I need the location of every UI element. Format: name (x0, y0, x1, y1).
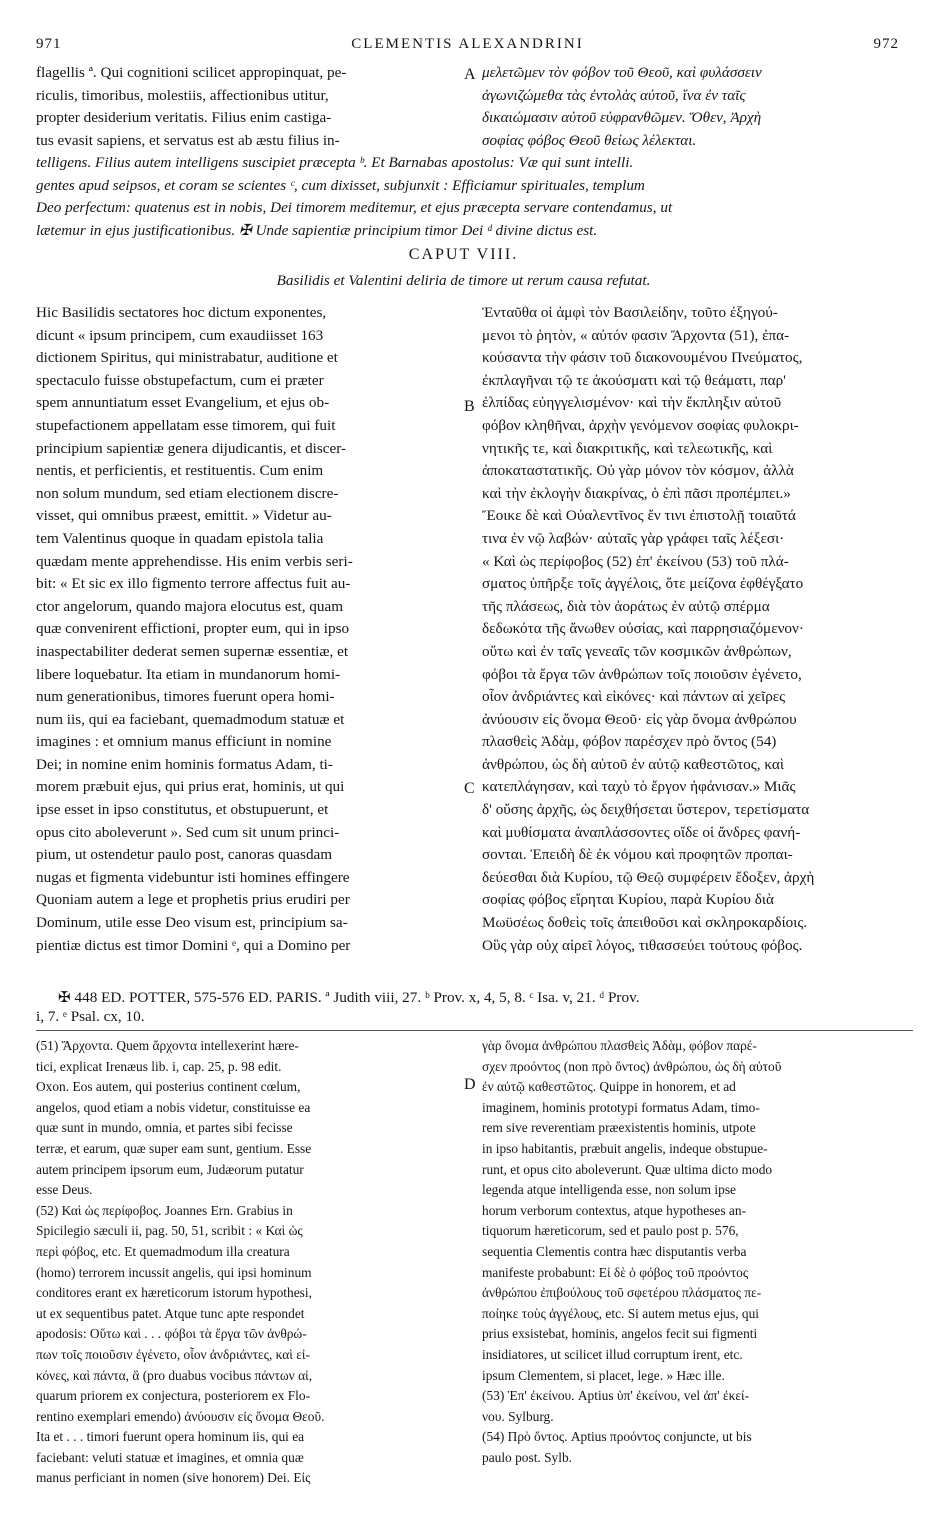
note-line: κόνες, καὶ πάντα, ἃ (pro duabus vocibus πάντων αἱ, (36, 1367, 313, 1383)
text-line: pientiæ dictus est timor Domini ᵉ, qui a Domino per (36, 936, 351, 954)
text-line: ἐκπλαγῆναι τῷ τε ἀκούσματι καὶ τῷ θεάματι, παρ' (482, 371, 786, 389)
text-line: σονται. Ἐπειδὴ δὲ ἐκ νόμου καὶ προφητῶν προπαι- (482, 846, 793, 864)
text-line: ἀνθρώπου, ὡς δὴ αὐτοῦ ἐν αὐτῷ καθεστῶτος, καὶ (482, 755, 784, 773)
note-line: tiquorum hæreticorum, sed et paulo post p. 576, (482, 1223, 739, 1239)
note-line: autem principem ipsorum eum, Judæorum putatur (36, 1161, 304, 1177)
note-line: σχεν προόντος (non πρὸ ὄντος) ἀνθρώπου, ὡς δὴ αὐτοῦ (482, 1058, 782, 1074)
note-line: (54) Πρὸ ὄντος. Aptius προόντος conjuncte, ut bis (482, 1429, 752, 1445)
text-line: κατεπλάγησαν, καὶ ταχὺ τὸ ἔργον ἠφάνισαν.» Μιᾶς (482, 778, 796, 796)
note-line: sequentia Clementis contra hæc disputantis verba (482, 1243, 747, 1259)
text-line: « Καὶ ὡς περίφοβος (52) ἐπ' ἐκείνου (53) τοῦ πλά- (482, 552, 789, 570)
chapter-subtitle: Basilidis et Valentini deliria de timore ut rerum causa refutat. (276, 272, 651, 289)
text-line: libere loquebatur. Ita etiam in mundanorum homi- (36, 665, 341, 683)
text-line: δεύεσθαι διὰ Κυρίου, τῷ Θεῷ συμφέρειν ἔδοξεν, ἀρχὴ (482, 868, 815, 886)
text-line: μελετῶμεν τὸν φόβον τοῦ Θεοῦ, καὶ φυλάσσειν (482, 64, 762, 81)
text-line: Οὓς γὰρ οὐχ αἱρεῖ λόγος, τιθασσεύει τούτους φόβος. (482, 936, 803, 954)
text-line: μενοι τὸ ῥητὸν, « αὐτόν φασιν Ἄρχοντα (51), ἐπα- (482, 326, 790, 344)
text-line: tem Valentinus quoque in quadam epistola talia (36, 529, 324, 547)
references-line-2: i, 7. ᵉ Psal. cx, 10. (36, 1008, 145, 1025)
page-number-right: 972 (873, 36, 899, 52)
text-line: non solum mundum, sed etiam electionem discre- (36, 484, 339, 502)
page-number-left: 971 (36, 36, 62, 52)
note-line: (homo) terrorem incussit angelis, qui ipsi hominum (36, 1264, 312, 1280)
note-line: γὰρ ὄνομα ἀνθρώπου πλασθεὶς Ἀδὰμ, φόβον παρέ- (482, 1038, 757, 1053)
text-line: morem præbuit ejus, qui prius erat, hominis, ut qui (36, 778, 345, 796)
note-line: rentino exemplari emendo) ἀνύουσιν εἰς ὄνομα Θεοῦ. (36, 1408, 325, 1424)
note-line: esse Deus. (36, 1182, 93, 1198)
note-line: ipsum Clementem, si placet, lege. » Hæc ille. (482, 1367, 725, 1383)
text-line: visset, qui omnibus præest, emittit. » Videtur au- (36, 507, 332, 525)
text-line: imagines : et omnium manus efficiunt in nomine (36, 733, 332, 751)
text-line: οὕτω καὶ ἐν ταῖς γενεαῖς τῶν κοσμικῶν ἀνθρώπων, (482, 642, 792, 660)
note-line: conditores erant ex hæreticorum istorum hypothesi, (36, 1285, 312, 1301)
note-line: Oxon. Eos autem, qui posterius continent cœlum, (36, 1079, 301, 1095)
text-line: lætemur in ejus justificationibus. ✠ Unde sapientiæ principium timor Dei ᵈ divine dictus est. (36, 221, 598, 239)
top-greek-column (482, 62, 914, 152)
text-line: quædam mente apprehendisse. His enim verbis seri- (36, 552, 353, 570)
text-line: ἀνύουσιν εἰς ὄνομα Θεοῦ· εἰς γὰρ ὄνομα ἀνθρώπου (482, 710, 797, 728)
text-line: ipse esset in ipso constitutus, et obstupuerunt, et (36, 801, 329, 819)
text-line: πλασθεὶς Ἀδὰμ, φόβον παρέσχεν πρὸ ὄντος (54) (482, 733, 777, 751)
note-line: ἐν αὐτῷ καθεστῶτος. Quippe in honorem, et ad (482, 1079, 736, 1095)
note-line: (53) Ἐπ' ἐκείνου. Aptius ὑπ' ἐκείνου, vel ἀπ' ἐκεί- (482, 1388, 750, 1404)
text-line: σοφίας φόβος εἴρηται Κυρίου, παρὰ Κυρίου διὰ (482, 891, 774, 909)
text-line: ctor angelorum, quando majora elocutus est, quam (36, 597, 344, 615)
note-line: Ita et . . . timori fuerunt opera hominum iis, qui ea (36, 1429, 305, 1445)
text-line: ἀποκαταστατικῆς. Οὐ γὰρ μόνον τὸν κόσμον, ἀλλὰ (482, 462, 794, 480)
text-line: καὶ μυθίσματα ἀναπλάσσοντες οἵδε οἱ ἄνδρες φανή- (482, 823, 801, 841)
text-line: Deo perfectum: quatenus est in nobis, Dei timorem meditemur, et ejus præcepta servare contendamus, ut (36, 199, 673, 217)
note-line: runt, et opus cito aboleverunt. Quæ ultima dicto modo (482, 1161, 773, 1177)
greek-body-column (482, 302, 914, 957)
note-line: insidiatores, ut scilicet illud corruptum irent, etc. (482, 1346, 743, 1362)
text-line: φόβοι τὰ ἔργα τῶν ἀνθρώπων τοῖς ποιοῦσιν ἐγένετο, (482, 665, 802, 683)
text-line: δεδωκότα τῆς ἄνωθεν οὐσίας, καὶ παρρησιαζόμενον· (482, 620, 804, 638)
text-line: Quoniam autem a lege et prophetis prius erudiri per (36, 891, 350, 909)
note-line: prius exsistebat, hominis, angelos fecit sui figmenti (482, 1326, 758, 1342)
note-line: paulo post. Sylb. (482, 1449, 573, 1465)
text-line: flagellis ª. Qui cognitioni scilicet appropinquat, pe- (36, 64, 347, 81)
text-line: Dominum, utile esse Deo visum est, principium sa- (36, 914, 348, 932)
text-line: spectaculo fuisse obstupefactum, cum ei præter (36, 371, 324, 389)
text-line: τῆς πλάσεως, διὰ τὸν ἀοράτως ἐν αὐτῷ σπέρμα (482, 597, 770, 615)
text-line: κούσαντα τὴν φάσιν τοῦ διακονουμένου Πνεύματος, (482, 349, 803, 367)
note-line: Spicilegio sæculi ii, pag. 50, 51, scribit : « Καὶ ὡς (36, 1223, 303, 1239)
text-line: φόβον κληθῆναι, ἀρχὴν γενόμενον σοφίας φυλοκρι- (482, 416, 799, 434)
text-line: nentis, et perficientis, et restituentis. Cum enim (36, 462, 324, 480)
text-line: num generationibus, timores fuerunt opera homi- (36, 688, 335, 706)
top-latin-column (36, 62, 461, 152)
note-line: quarum priorem ex conjectura, posteriorem ex Flo- (36, 1388, 311, 1404)
note-line: angelos, quod etiam a nobis videtur, constituisse ea (36, 1099, 311, 1115)
text-line: riculis, timoribus, molestiis, affectionibus utitur, (36, 86, 329, 104)
note-line: tici, explicat Irenæus lib. i, cap. 25, p. 98 edit. (36, 1058, 282, 1074)
text-line: σματος ὑπῆρξε τοῖς ἀγγέλοις, ὅτε μείζονα ἐφθέγξατο (482, 575, 804, 593)
note-line: (52) Καὶ ὡς περίφοβος. Joannes Ern. Grabius in (36, 1202, 293, 1218)
chapter-heading: CAPUT VIII. (408, 246, 519, 263)
note-line: ut ex sequentibus patet. Atque tunc apte respondet (36, 1305, 305, 1321)
note-line: rem sive reverentiam præexistentis hominis, utpote (482, 1120, 756, 1136)
note-line: ποίηκε τοὺς ἀγγέλους, etc. Si autem metus ejus, qui (482, 1305, 760, 1321)
text-line: bit: « Et sic ex illo figmento terrore affectus fuit au- (36, 575, 351, 593)
margin-letter-b: B (464, 398, 475, 415)
note-line: imaginem, hominis prototypi formatus Adam, timo- (482, 1099, 760, 1115)
notes-right-column (482, 1036, 914, 1468)
text-line: telligens. Filius autem intelligens suscipiet præcepta ᵇ. Et Barnabas apostolus: Væ qui sunt intelli. (36, 154, 634, 171)
notes-divider (36, 1030, 913, 1031)
text-line: Μωϋσέως δοθεὶς τοῖς ἀπειθοῦσι καὶ σκληροκαρδίοις. (482, 914, 808, 932)
text-line: spem annuntiatum esset Evangelium, et ejus ob- (36, 394, 330, 412)
text-line: num iis, qui ea faciebant, quemadmodum statuæ et (36, 710, 345, 728)
note-line: horum verborum contextus, atque hypotheses an- (482, 1202, 747, 1218)
text-line: ἐλπίδας εὐηγγελισμένον· καὶ τὴν ἔκπληξιν αὐτοῦ (482, 394, 782, 412)
text-line: τινα ἐν νῷ λαβών· αὐταῖς γὰρ γράφει ταῖς λέξεσι· (482, 529, 785, 547)
note-line: ἀνθρώπου ἐπιβούλους τοῦ σφετέρου πλάσματος πε- (482, 1285, 762, 1301)
running-header (36, 36, 899, 54)
note-line: (51) Ἄρχοντα. Quem ἄρχοντα intellexerint hære- (36, 1038, 299, 1053)
text-line: tus evasit sapiens, et servatus est ab æstu filius in- (36, 131, 340, 149)
note-line: manus perficiant in nomen (sive honorem) Dei. Εἰς (36, 1470, 311, 1486)
top-full-width-text (36, 152, 916, 242)
text-line: ἀγωνιζώμεθα τὰς ἐντολὰς αὐτοῦ, ἵνα ἐν ταῖς (482, 86, 746, 104)
text-line: principium sapientiæ genera dijudicantis, et discer- (36, 439, 347, 457)
text-line: opus cito aboleverunt ». Sed cum sit unum princi- (36, 823, 340, 841)
text-line: dictionem Spiritus, qui ministrabatur, auditione et (36, 349, 338, 367)
latin-body-column (36, 302, 461, 957)
text-line: stupefactionem appellatam esse timorem, qui fuit (36, 416, 336, 434)
references-line-1: ✠ 448 ED. POTTER, 575-576 ED. PARIS. ª Judith viii, 27. ᵇ Prov. x, 4, 5, 8. ᶜ Isa. v, 21. ᵈ Prov. (58, 989, 640, 1006)
note-line: legenda atque intelligenda esse, non solum ipse (482, 1182, 736, 1198)
text-line: propter desiderium veritatis. Filius enim castiga- (36, 109, 332, 127)
text-line: pium, ut ostendetur paulo post, canoras quasdam (36, 846, 333, 864)
text-line: δικαιώμασιν αὐτοῦ εὐφρανθῶμεν. Ὅθεν, Ἀρχὴ (482, 109, 762, 127)
text-line: Ἐνταῦθα οἱ ἀμφὶ τὸν Βασιλείδην, τοῦτο ἐξηγού- (482, 304, 778, 321)
text-line: καὶ τὴν ἐκλογὴν διακρίνας, ὁ ἐπὶ πᾶσι προπέμπει.» (482, 484, 791, 502)
note-line: faciebant: veluti statuæ et imagines, et omnia quæ (36, 1449, 304, 1465)
text-line: νητικῆς τε, καὶ διακριτικῆς, καὶ τελεωτικῆς, καὶ (482, 439, 773, 457)
notes-left-column (36, 1036, 461, 1489)
note-line: πων τοῖς ποιοῦσιν ἐγένετο, οἷον ἀνδριάντες, καὶ εἰ- (36, 1346, 310, 1362)
margin-letter-a: A (464, 66, 476, 83)
text-line: Dei; in nomine enim hominis formatus Adam, ti- (36, 755, 333, 773)
note-line: περὶ φόβος, etc. Et quemadmodum illa creatura (36, 1243, 290, 1259)
text-line: dicunt « ipsum principem, cum exaudiisset 163 (36, 326, 324, 344)
text-line: δ' οὔσης ἀρχῆς, ὡς δειχθήσεται ὕστερον, τερετίσματα (482, 801, 810, 819)
text-line: οἷον ἀνδριάντες καὶ εἰκόνες· καὶ πάντων αἱ χεῖρες (482, 688, 786, 706)
running-title: CLEMENTIS ALEXANDRINI (351, 36, 584, 52)
note-line: manifeste probabunt: Εἰ δὲ ὁ φόβος τοῦ προόντος (482, 1264, 749, 1280)
note-line: in ipso habitantis, præbuit angelis, indeque obstupue- (482, 1140, 768, 1156)
note-line: terræ, et earum, quæ super eam sunt, gentium. Esse (36, 1140, 312, 1156)
text-line: Hic Basilidis sectatores hoc dictum exponentes, (36, 304, 327, 321)
text-line: inaspectabiliter dederat semen supernæ essentiæ, et (36, 642, 349, 660)
text-line: nugas et figmenta videbuntur isti homines effingere (36, 868, 350, 886)
text-line: Ἔοικε δὲ καὶ Οὐαλεντῖνος ἔν τινι ἐπιστολῇ τοιαῦτά (482, 507, 796, 525)
note-line: quæ sunt in mundo, omnia, et partes sibi fecisse (36, 1120, 293, 1136)
note-line: νου. Sylburg. (482, 1408, 554, 1424)
text-line: quæ convenirent effictioni, propter eum, qui in ipso (36, 620, 350, 638)
note-line: apodosis: Οὕτω καὶ . . . φόβοι τὰ ἔργα τῶν ἀνθρώ- (36, 1326, 307, 1342)
text-line: σοφίας φόβος Θεοῦ θείως λέλεκται. (482, 131, 697, 149)
margin-letter-d: D (464, 1076, 476, 1093)
text-line: gentes apud seipsos, et coram se scientes ᶜ, cum dixisset, subjunxit : Efficiamur spirituales, templum (36, 176, 645, 194)
margin-letter-c: C (464, 780, 475, 797)
